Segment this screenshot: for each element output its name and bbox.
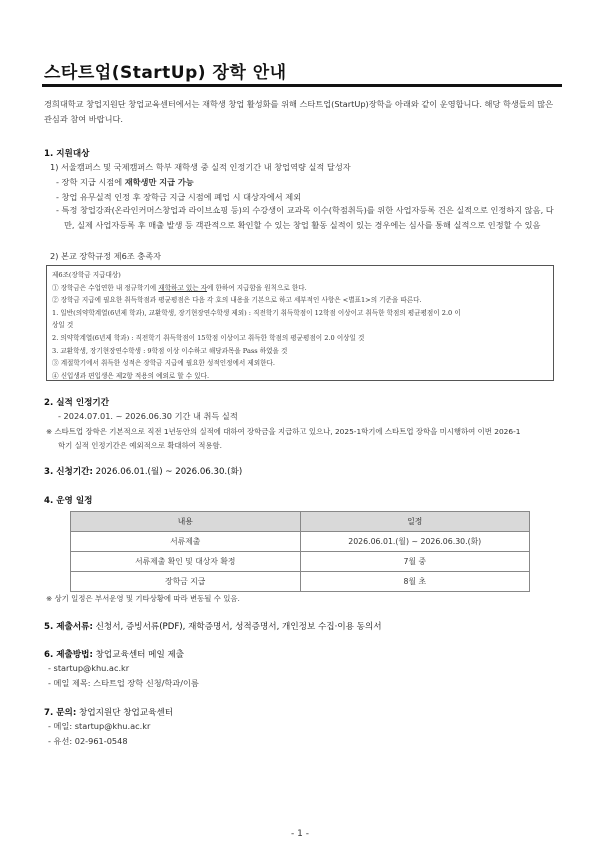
table-row (71, 572, 530, 592)
intro-paragraph: 경희대학교 창업지원단 창업교육센터에서는 재학생 창업 활성화를 위해 스타트업(StartUp)장학을 아래와 같이 운영합니다. 해당 학생들의 많은 관심과 참여 바랍니다. (44, 99, 554, 124)
bullet-1-emphasis: 재학생만 지급 가능 (124, 177, 194, 187)
regulation-line-1-pre: ① 장학금은 수업연한 내 정규학기에 (52, 283, 159, 292)
page-title: 스타트업(StartUp) 장학 안내 (44, 63, 287, 83)
page-number: - 1 - (291, 829, 309, 839)
section-6 (44, 648, 184, 660)
section-5-heading: 5. 제출서류: (44, 622, 93, 632)
section-6-heading: 6. 제출방법: (44, 650, 93, 660)
performance-period: - 2024.07.01. ~ 2026.06.30 기간 내 취득 실적 (58, 411, 238, 421)
schedule-table (70, 511, 530, 592)
section-5 (44, 620, 382, 632)
schedule-header-row (71, 512, 530, 532)
section-3 (44, 465, 242, 477)
schedule-cell-date: 7월 중 (300, 552, 530, 572)
application-period: 2026.06.01.(월) ~ 2026.06.30.(화) (92, 467, 243, 477)
section-4-heading: 4. 운영 일정 (44, 496, 93, 506)
required-documents: 신청서, 증빙서류(PDF), 재학증명서, 성적증명서, 개인정보 수집·이용 동의서 (92, 622, 382, 632)
regulation-line-7: ③ 계절학기에서 취득한 성적은 장학금 지급에 필요한 성적인정에서 제외한다. (52, 359, 275, 368)
section-2-heading: 2. 실적 인정기간 (44, 398, 110, 408)
section-3-heading: 3. 신청기간: (44, 467, 93, 477)
submission-email[interactable]: - startup@khu.ac.kr (48, 663, 130, 673)
eligibility-item-1: 1) 서울캠퍼스 및 국제캠퍼스 학부 재학생 중 실적 인정기간 내 창업역량 실적 달성자 (50, 162, 351, 172)
contact-office: 창업지원단 창업교육센터 (76, 708, 174, 718)
regulation-line-2: ② 장학금 지급에 필요한 취득학점과 평균평점은 다음 각 호의 내용을 기본으로 하고 세부적인 사항은 <별표1>의 기준을 따른다. (52, 296, 422, 305)
eligibility-bullet-3: - 특정 창업강좌(온라인커머스창업과 라이브쇼핑 등)의 수강생이 교과목 이수(학점취득)를 위한 사업자등록 건은 실적으로 인정하지 않음, 다만, 실제 사업자등록 후 매출 발생 등 객관적으로 확인할 수 있는 창업 활동 실적이 있는 경우에는 심사를 통해 실적으로 인정할 수 있음 (56, 205, 554, 230)
regulation-line-8: ④ 신입생과 편입생은 제2항 적용의 예외로 할 수 있다. (52, 371, 210, 380)
schedule-cell-content: 서류제출 (71, 532, 301, 552)
regulation-line-1-underlined: 재학하고 있는 자 (158, 283, 208, 292)
contact-email[interactable]: - 메일: startup@khu.ac.kr (48, 721, 151, 731)
regulation-title: 제6조(장학금 지급대상) (52, 271, 121, 279)
performance-note-line-1: ※ 스타트업 장학은 기본적으로 직전 1년동안의 실적에 대하여 장학금을 지급하고 있으나, 2025-1학기에 스타트업 장학을 미시행하여 이번 2026-1 (46, 427, 521, 436)
bullet-1-text: - 장학 지급 시점에 (56, 177, 125, 187)
title-divider (42, 84, 562, 87)
schedule-cell-date: 8월 초 (300, 572, 530, 592)
eligibility-bullet-2: - 창업 유무실적 인정 후 장학금 지급 시점에 폐업 시 대상자에서 제외 (56, 192, 302, 202)
regulation-line-3: 1. 일반(의약학계열(6년제 학과), 교환학생, 장기현장연수학생 제외) : 직전학기 취득학점이 12학점 이상이고 취득한 학점의 평균평점이 2.0 이 (52, 308, 461, 317)
table-row (71, 532, 530, 552)
schedule-col-date: 일정 (300, 512, 530, 532)
contact-phone: - 유선: 02-961-0548 (48, 736, 128, 746)
submission-method: 창업교육센터 메일 제출 (92, 650, 185, 660)
schedule-note: ※ 상기 일정은 부서운영 및 기타상황에 따라 변동될 수 있음. (46, 594, 240, 603)
section-7-heading: 7. 문의: (44, 708, 77, 718)
regulation-line-5: 2. 의약학계열(6년제 학과) : 직전학기 취득학점이 15학점 이상이고 취득한 학점의 평균평점이 2.0 이상일 것 (52, 333, 365, 342)
table-row (71, 552, 530, 572)
section-7 (44, 706, 173, 718)
schedule-cell-content: 서류제출 확인 및 대상자 확정 (71, 552, 301, 572)
regulation-line-1-post: 에 한하여 지급함을 원칙으로 한다. (207, 283, 307, 292)
schedule-col-content: 내용 (71, 512, 301, 532)
performance-note-line-2: 학기 실적 인정기간은 예외적으로 확대하여 적용함. (58, 441, 223, 450)
section-1-heading: 1. 지원대상 (44, 149, 90, 159)
submission-subject: - 메일 제목: 스타트업 장학 신청/학과/이름 (48, 678, 199, 688)
schedule-cell-content: 장학금 지급 (71, 572, 301, 592)
regulation-line-4: 상일 것 (52, 321, 74, 330)
schedule-cell-date: 2026.06.01.(월) ~ 2026.06.30.(화) (300, 532, 530, 552)
eligibility-item-2: 2) 본교 장학규정 제6조 충족자 (50, 251, 162, 261)
eligibility-bullet-1 (56, 177, 194, 188)
regulation-line-6: 3. 교환학생, 장기현장연수학생 : 9학점 이상 이수하고 해당과목을 Pass 하였을 것 (52, 346, 288, 355)
regulation-line-1 (52, 282, 548, 295)
regulation-box (46, 265, 554, 381)
